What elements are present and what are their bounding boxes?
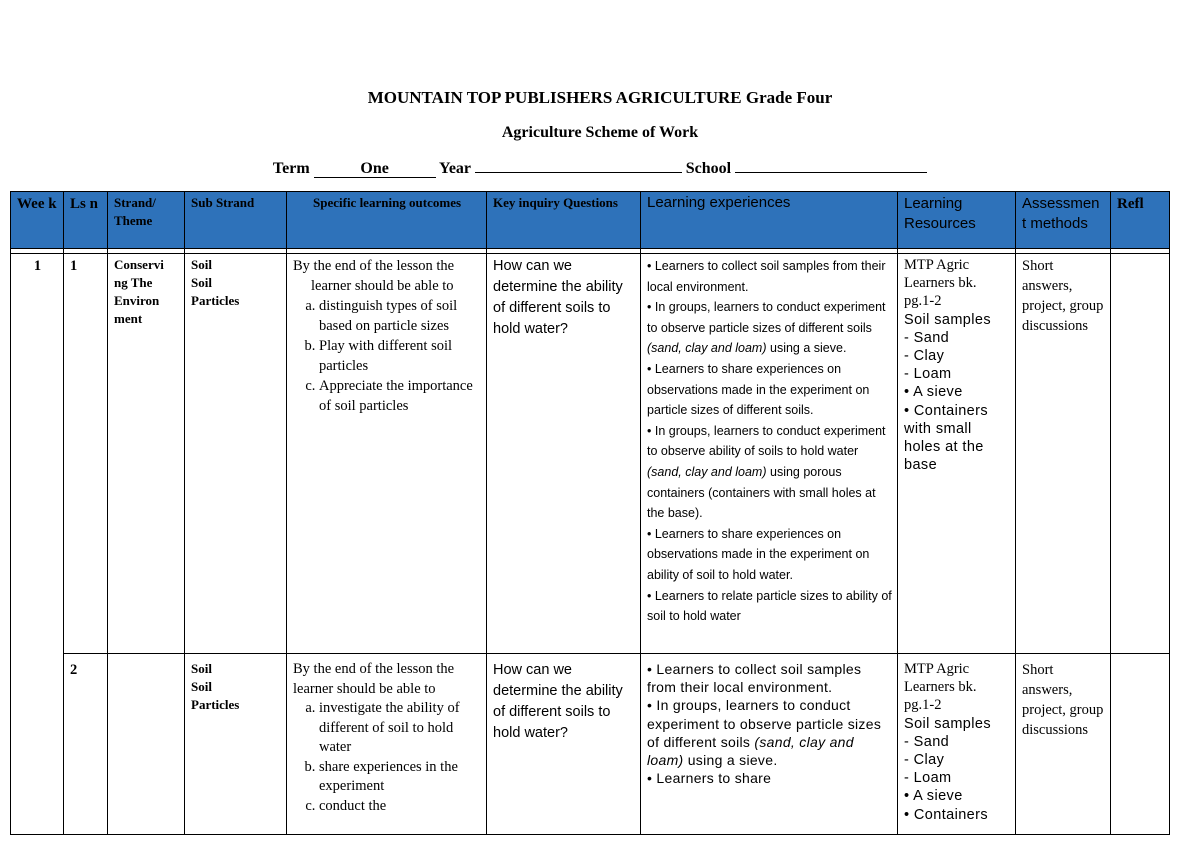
term-label: Term [272, 160, 310, 177]
assessment-cell: Short answers, project, group discussions [1016, 654, 1111, 835]
table-header-row [11, 192, 1170, 249]
outcome-item: b. Play with different soil particles [319, 336, 481, 376]
sub-strand-line: Soil [191, 661, 212, 676]
school-field[interactable] [735, 172, 927, 173]
resources-cell [898, 254, 1016, 654]
header-sub-strand: Sub Strand [185, 192, 287, 249]
outcomes-list [293, 699, 481, 816]
resource-item: Soil samples [904, 311, 991, 328]
reflection-cell[interactable] [1111, 254, 1170, 654]
sub-strand-line: Particles [191, 697, 240, 712]
header-resources: Learning Resources [898, 192, 1016, 249]
experience-item: • Learners to collect soil samples from their local environment. [647, 661, 862, 696]
experience-item: • Learners to relate particle sizes to ability of soil to hold water [647, 588, 892, 624]
outcome-item: a. distinguish types of soil based on particle sizes [319, 296, 481, 336]
resource-item: - Loam [904, 770, 952, 787]
outcomes-cell [287, 254, 487, 654]
experience-item: • In groups, learners to conduct experiment to observe particle sizes of different soils (sand, clay and loam) using a sieve. [647, 697, 882, 769]
outcomes-cell [287, 654, 487, 835]
resources-cell [898, 654, 1016, 835]
experience-item: • Learners to collect soil samples from their local environment. [647, 259, 886, 294]
header-week: Wee k [11, 192, 64, 249]
document-title: MOUNTAIN TOP PUBLISHERS AGRICULTURE Grade Four [367, 88, 833, 107]
outcome-item: b. share experiences in the experiment [319, 758, 481, 797]
resource-item: - Sand [904, 329, 950, 346]
experience-item: • In groups, learners to conduct experiment to observe particle sizes of different soils (sand, clay and loam) using a sieve. [647, 300, 886, 356]
resources-text: MTP Agric Learners bk. pg.1-2 [904, 661, 977, 714]
resource-item: • Containers [904, 806, 989, 823]
sub-strand-line: Soil [191, 679, 212, 694]
experiences-cell [641, 654, 898, 835]
resource-item: Soil samples [904, 715, 991, 732]
school-label: School [685, 160, 732, 177]
experiences-cell [641, 254, 898, 654]
outcomes-intro: By the end of the lesson the learner should be able to [293, 258, 455, 294]
resource-item: • A sieve [904, 788, 963, 805]
document-subtitle: Agriculture Scheme of Work [501, 124, 699, 141]
term-year-school-line [0, 160, 1200, 178]
table-row [11, 654, 1170, 835]
header-reflection: Refl [1111, 192, 1170, 249]
outcome-item: c. Appreciate the importance of soil particles [319, 376, 481, 416]
sub-strand-line: Soil [191, 257, 212, 272]
strand-cell [108, 654, 185, 835]
header-questions: Key inquiry Questions [487, 192, 641, 249]
resource-item: - Clay [904, 752, 945, 769]
term-field[interactable]: One [314, 161, 436, 178]
outcome-item: c. conduct the [319, 797, 481, 817]
resource-item: - Sand [904, 733, 950, 750]
header-strand: Strand/ Theme [108, 192, 185, 249]
sub-strand-line: Particles [191, 293, 240, 308]
lesson-cell: 1 [64, 254, 108, 654]
sub-strand-line: Soil [191, 275, 212, 290]
experience-item: • In groups, learners to conduct experiment to observe ability of soils to hold water (sand, clay and loam) using porous containers (containers with small holes at the base). [647, 423, 886, 521]
scheme-of-work-table [10, 191, 1170, 835]
strand-cell: Conservi ng The Environ ment [108, 254, 185, 654]
lesson-cell: 2 [64, 654, 108, 835]
header-outcomes: Specific learning outcomes [287, 192, 487, 249]
outcome-item: a. investigate the ability of different of soil to hold water [319, 699, 481, 758]
inquiry-question-cell: How can we determine the ability of different soils to hold water? [487, 254, 641, 654]
outcomes-list [293, 296, 481, 416]
resource-item: • A sieve [904, 384, 963, 401]
year-label: Year [439, 160, 471, 177]
year-field[interactable] [475, 172, 682, 173]
assessment-cell: Short answers, project, group discussions [1016, 254, 1111, 654]
outcomes-intro: By the end of the lesson the learner should be able to [293, 661, 455, 697]
experience-item: • Learners to share [647, 770, 772, 787]
resource-item: - Loam [904, 366, 952, 383]
experience-item: • Learners to share experiences on observations made in the experiment on particle sizes of different soils. [647, 361, 870, 418]
header-assessment: Assessmen t methods [1016, 192, 1111, 249]
inquiry-question-cell: How can we determine the ability of different soils to hold water? [487, 654, 641, 835]
header-experiences: Learning experiences [641, 192, 898, 249]
header-lesson: Ls n [64, 192, 108, 249]
resource-item: - Clay [904, 348, 945, 365]
sub-strand-cell [185, 654, 287, 835]
experience-item: • Learners to share experiences on observations made in the experiment on ability of soil to hold water. [647, 526, 870, 582]
table-row [11, 254, 1170, 654]
resource-item: • Containers with small holes at the base [904, 402, 989, 474]
sub-strand-cell [185, 254, 287, 654]
reflection-cell[interactable] [1111, 654, 1170, 835]
resources-text: MTP Agric Learners bk. pg.1-2 [904, 257, 977, 310]
week-cell: 1 [11, 254, 64, 835]
